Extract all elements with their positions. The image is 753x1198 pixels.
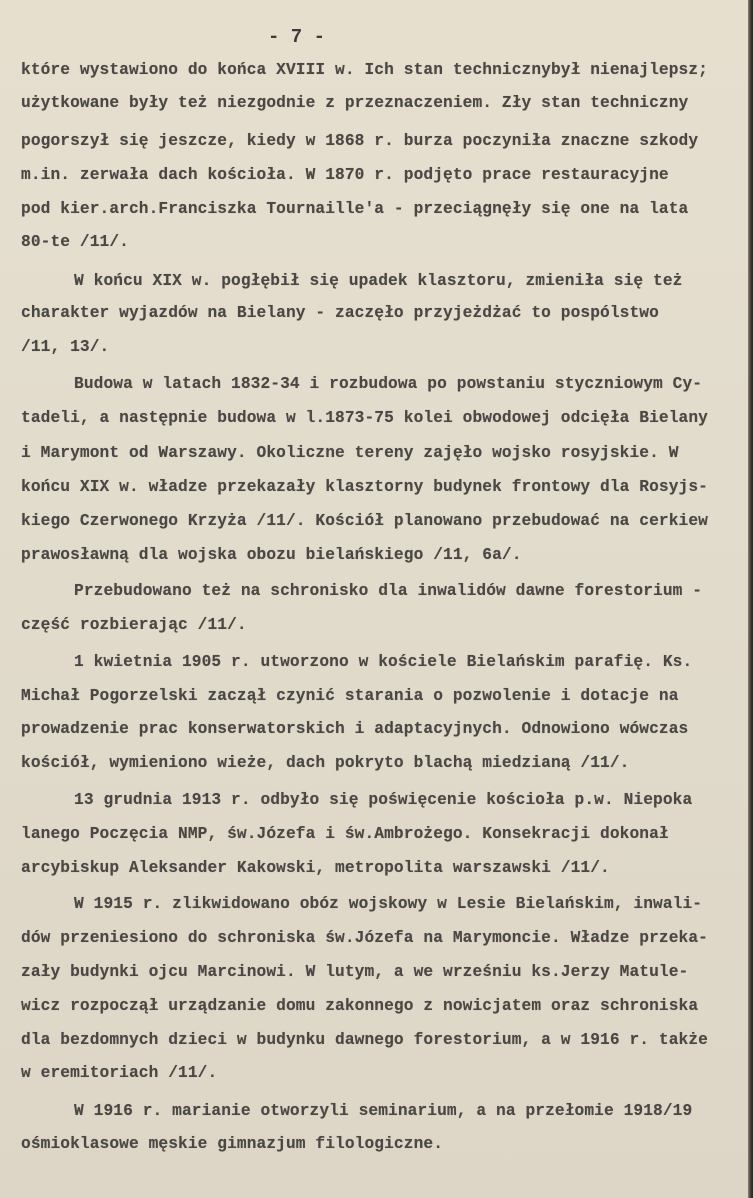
text-line: W 1916 r. marianie otworzyli seminarium, a na przełomie 1918/19 xyxy=(74,1102,693,1120)
text-line: /11, 13/. xyxy=(21,338,110,356)
text-line: tadeli, a następnie budowa w l.1873-75 kolei obwodowej odcięła Bielany xyxy=(21,409,708,427)
text-line: i Marymont od Warszawy. Okoliczne tereny zajęło wojsko rosyjskie. W xyxy=(21,444,679,462)
text-line: kościół, wymieniono wieże, dach pokryto blachą miedzianą /11/. xyxy=(21,754,630,772)
page-edge-shadow xyxy=(748,0,753,1198)
text-line: arcybiskup Aleksander Kakowski, metropolita warszawski /11/. xyxy=(21,859,610,877)
page-number: - 7 - xyxy=(268,26,326,48)
text-line: kiego Czerwonego Krzyża /11/. Kościół planowano przebudować na cerkiew xyxy=(21,512,708,530)
text-line: część rozbierając /11/. xyxy=(21,616,247,634)
text-line: dla bezdomnych dzieci w budynku dawnego forestorium, a w 1916 r. także xyxy=(21,1031,708,1049)
text-line: prowadzenie prac konserwatorskich i adaptacyjnych. Odnowiono wówczas xyxy=(21,720,689,738)
text-line: W końcu XIX w. pogłębił się upadek klasztoru, zmieniła się też xyxy=(74,272,683,290)
text-line: ośmioklasowe męskie gimnazjum filologiczne. xyxy=(21,1135,444,1153)
text-line: w eremitoriach /11/. xyxy=(21,1064,218,1082)
text-line: charakter wyjazdów na Bielany - zaczęło przyjeżdżać to pospólstwo xyxy=(21,304,659,322)
text-line: W 1915 r. zlikwidowano obóz wojskowy w Lesie Bielańskim, inwali- xyxy=(74,895,703,913)
text-line: lanego Poczęcia NMP, św.Józefa i św.Ambrożego. Konsekracji dokonał xyxy=(21,825,669,843)
text-line: Budowa w latach 1832-34 i rozbudowa po powstaniu styczniowym Cy- xyxy=(74,375,703,393)
text-line: dów przeniesiono do schroniska św.Józefa na Marymoncie. Władze przeka- xyxy=(21,929,708,947)
text-line: prawosławną dla wojska obozu bielańskiego /11, 6a/. xyxy=(21,546,522,564)
text-line: m.in. zerwała dach kościoła. W 1870 r. podjęto prace restauracyjne xyxy=(21,166,669,184)
text-line: zały budynki ojcu Marcinowi. W lutym, a we wrześniu ks.Jerzy Matule- xyxy=(21,963,689,981)
text-line: końcu XIX w. władze przekazały klasztorny budynek frontowy dla Rosyjs- xyxy=(21,478,708,496)
text-line: 1 kwietnia 1905 r. utworzono w kościele Bielańskim parafię. Ks. xyxy=(74,653,693,671)
text-line: 80-te /11/. xyxy=(21,233,129,251)
text-line: 13 grudnia 1913 r. odbyło się poświęcenie kościoła p.w. Niepoka xyxy=(74,791,693,809)
text-line: które wystawiono do końca XVIII w. Ich stan technicznybył nienajlepsz; xyxy=(21,61,708,79)
text-line: wicz rozpoczął urządzanie domu zakonnego z nowicjatem oraz schroniska xyxy=(21,997,699,1015)
text-line: pod kier.arch.Franciszka Tournaille'a - przeciągnęły się one na lata xyxy=(21,200,689,218)
text-line: pogorszył się jeszcze, kiedy w 1868 r. burza poczyniła znaczne szkody xyxy=(21,132,699,150)
text-line: Przebudowano też na schronisko dla inwalidów dawne forestorium - xyxy=(74,582,703,600)
text-line: Michał Pogorzelski zaczął czynić starania o pozwolenie i dotacje na xyxy=(21,687,679,705)
text-line: użytkowane były też niezgodnie z przeznaczeniem. Zły stan techniczny xyxy=(21,94,689,112)
